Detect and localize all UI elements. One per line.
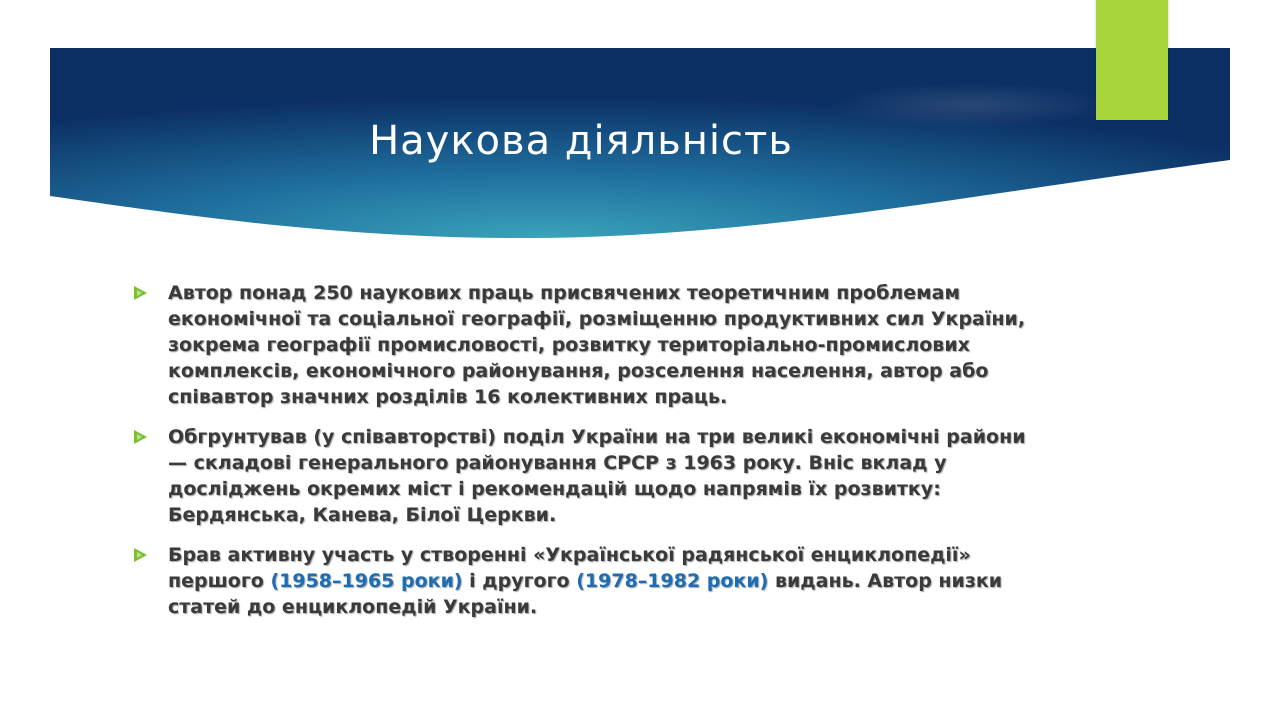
triangle-bullet-icon: [132, 429, 148, 445]
triangle-bullet-icon: [132, 285, 148, 301]
bullet-item: [130, 280, 1040, 410]
bullet-list: [130, 280, 1040, 634]
bullet-text-part: видань. Автор низки статей до енциклопедій України.: [168, 570, 1003, 618]
triangle-bullet-icon: [132, 547, 148, 563]
slide-title: Наукова діяльність: [369, 118, 793, 164]
bullet-text-part: і другого: [462, 570, 577, 592]
encyclopedia-first-edition-link[interactable]: (1958–1965 роки): [270, 570, 463, 592]
bullet-item: [130, 424, 1040, 528]
encyclopedia-second-edition-link[interactable]: (1978–1982 роки): [576, 570, 769, 592]
bullet-text: Автор понад 250 наукових праць присвячених теоретичним проблемам економічної та соціальної географії, розміщенню продуктивних сил України, зокрема географії промисловості, розвитку територіально-промислових комплексів, економічного районування, розселення населення, автор або співавтор значних розділів 16 колективних праць.: [168, 282, 1026, 408]
bullet-text: Обгрунтував (у співавторстві) поділ України на три великі економічні райони — складові генерального районування СРСР з 1963 року. Вніс вклад у досліджень окремих міст і рекомендацій щодо напрямів їх розвитку: Бердянська, Канева, Білої Церкви.: [168, 426, 1026, 526]
bullet-text-part: Брав активну участь у створенні «Української радянської енциклопедії» першого: [168, 544, 971, 592]
bullet-item: [130, 542, 1040, 620]
accent-tab: [1096, 0, 1168, 120]
